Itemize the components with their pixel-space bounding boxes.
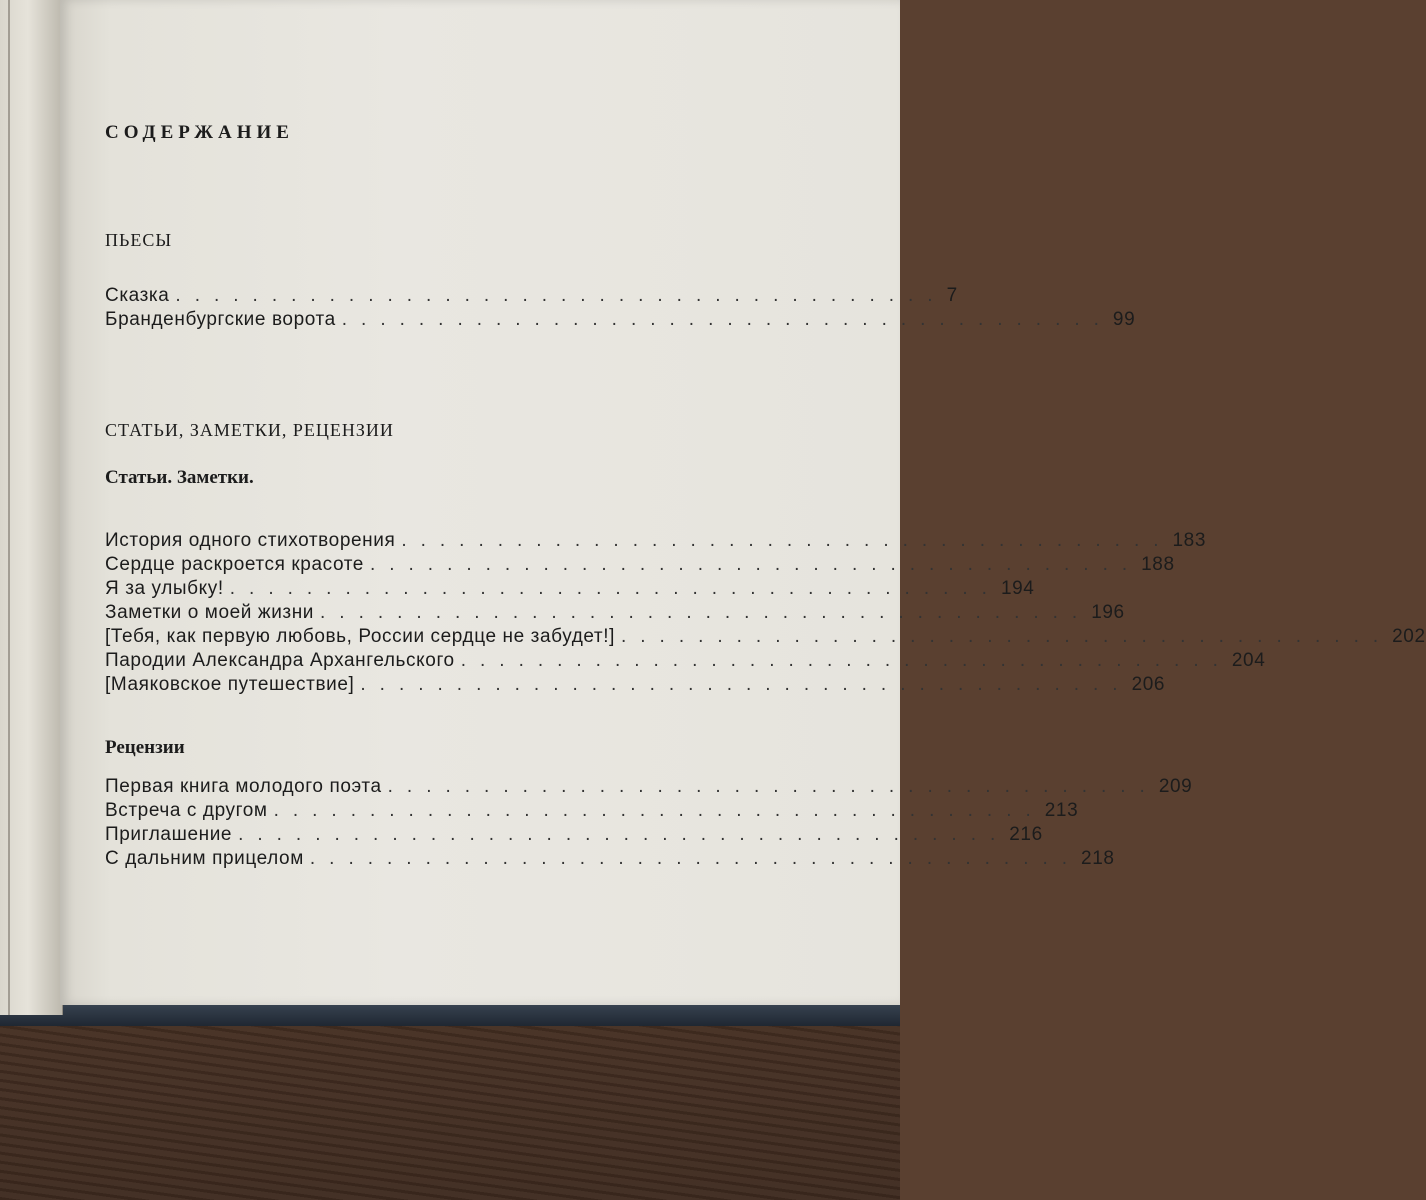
reviews-list (105, 776, 1193, 872)
dot-leader: ........................................ (229, 578, 1001, 599)
dot-leader: ........................................ (341, 309, 1113, 330)
toc-entry (105, 650, 1266, 674)
toc-entry (105, 554, 1175, 578)
toc-entry-title: История одного стихотворения (105, 530, 396, 551)
toc-entry (105, 602, 1125, 626)
toc-entry (105, 530, 1207, 554)
dot-leader: ........................................ (320, 602, 1092, 623)
toc-entry-title: Сказка (105, 285, 170, 306)
toc-entry-page-number: 7 (946, 285, 958, 306)
toc-entry (105, 824, 1043, 848)
toc-entry (105, 578, 1035, 602)
toc-entry-page-number: 99 (1112, 309, 1136, 330)
toc-entry (105, 776, 1193, 800)
toc-entry-title: [Тебя, как первую любовь, России сердце не забудет!] (105, 626, 615, 647)
toc-entry-title: Бранденбургские ворота (105, 309, 336, 330)
toc-entry (105, 285, 958, 309)
toc-entry-page-number: 194 (1000, 578, 1035, 599)
toc-entry-page-number: 183 (1172, 530, 1207, 551)
dot-leader: ........................................ (387, 776, 1159, 797)
toc-entry-page-number: 209 (1158, 776, 1193, 797)
toc-entry (105, 674, 1166, 698)
toc-entry-page-number: 216 (1009, 824, 1043, 845)
toc-entry-page-number: 206 (1131, 674, 1166, 695)
toc-entry-title: [Маяковское путешествие] (105, 674, 355, 695)
book-page (60, 0, 1426, 1005)
section-plays-heading: ПЬЕСЫ (105, 230, 173, 250)
subsection-reviews-heading: Рецензии (105, 737, 185, 758)
toc-entry-title: Заметки о моей жизни (105, 602, 315, 623)
dot-leader: ........................................ (360, 674, 1132, 695)
toc-entry-page-number: 188 (1141, 554, 1175, 575)
dot-leader: ........................................ (460, 650, 1232, 671)
toc-entry-title: Пародии Александра Архангельского (105, 650, 455, 671)
toc-entry (105, 800, 1079, 824)
toc-entry (105, 309, 1136, 333)
page-title: СОДЕРЖАНИЕ (105, 122, 294, 143)
book-spine-edge (0, 0, 63, 1015)
toc-entry-page-number: 196 (1091, 602, 1125, 623)
toc-entry (105, 848, 1115, 872)
toc-entry-title: Приглашение (105, 824, 233, 845)
dot-leader: ........................................ (309, 848, 1082, 869)
section-articles-heading: СТАТЬИ, ЗАМЕТКИ, РЕЦЕНЗИИ (105, 420, 394, 440)
dot-leader: ........................................ (369, 554, 1142, 575)
toc-entry-page-number: 218 (1081, 848, 1115, 869)
notes-list (105, 530, 1426, 698)
dot-leader: ........................................ (175, 285, 947, 306)
toc-entry-title: Я за улыбку! (105, 578, 224, 599)
toc-entry-title: Сердце раскроется красоте (105, 554, 364, 575)
dot-leader: ........................................ (620, 626, 1393, 647)
toc-entry-title: С дальним прицелом (105, 848, 304, 869)
toc-entry-page-number: 213 (1044, 800, 1079, 821)
toc-entry-page-number: 204 (1231, 650, 1266, 671)
dot-leader: ........................................ (273, 800, 1045, 821)
subsection-notes-heading: Статьи. Заметки. (105, 467, 254, 488)
toc-entry-title: Первая книга молодого поэта (105, 776, 382, 797)
toc-entry-page-number: 202 (1392, 626, 1426, 647)
plays-list (105, 285, 1136, 333)
toc-entry (105, 626, 1426, 650)
dot-leader: ........................................ (238, 824, 1010, 845)
toc-entry-title: Встреча с другом (105, 800, 268, 821)
dot-leader: ........................................ (401, 530, 1173, 551)
